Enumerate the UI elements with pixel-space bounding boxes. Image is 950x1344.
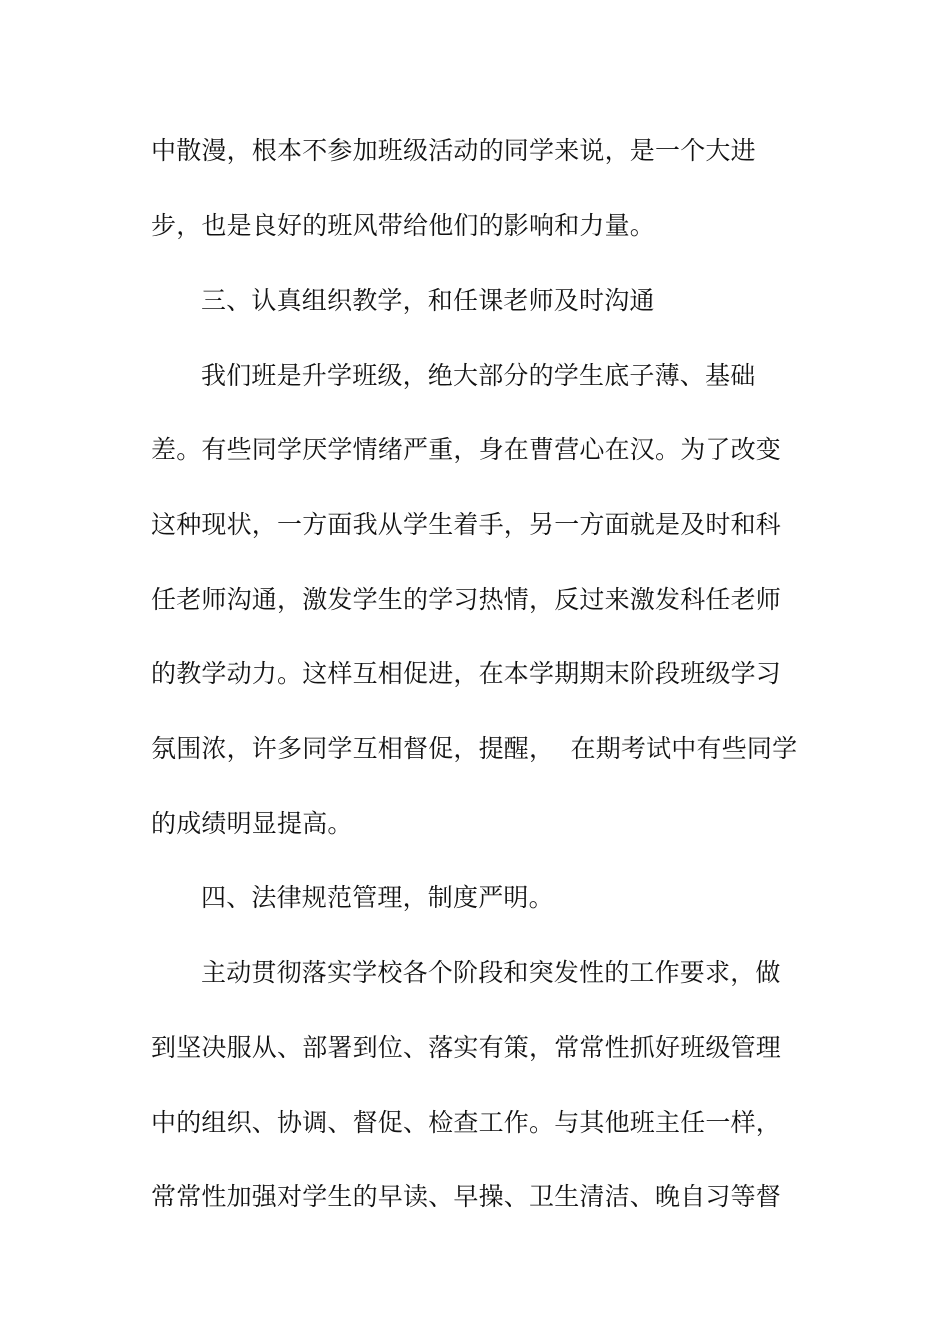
text-line: 常常性加强对学生的早读、早操、卫生清洁、晚自习等督 bbox=[151, 1182, 782, 1211]
paragraph-first-line: 主动贯彻落实学校各个阶段和突发性的工作要求，做 bbox=[201, 958, 781, 987]
text-line: 到坚决服从、部署到位、落实有策，常常性抓好班级管理 bbox=[151, 1033, 782, 1062]
section-heading: 三、认真组织教学，和任课老师及时沟通 bbox=[201, 286, 655, 315]
text-line: 中散漫，根本不参加班级活动的同学来说，是一个大进 bbox=[151, 136, 756, 165]
text-line: 中的组织、协调、督促、检查工作。与其他班主任一样， bbox=[151, 1108, 782, 1137]
section-heading: 四、法律规范管理，制度严明。 bbox=[201, 883, 554, 912]
text-line: 氛围浓，许多同学互相督促，提醒， 在期考试中有些同学 bbox=[151, 734, 798, 763]
text-line: 的教学动力。这样互相促进，在本学期期末阶段班级学习 bbox=[151, 659, 782, 688]
text-line: 步，也是良好的班风带给他们的影响和力量。 bbox=[151, 211, 656, 240]
paragraph-first-line: 我们班是升学班级，绝大部分的学生底子薄、基础 bbox=[201, 361, 756, 390]
text-line: 这种现状，一方面我从学生着手，另一方面就是及时和科 bbox=[151, 510, 782, 539]
text-line: 差。有些同学厌学情绪严重，身在曹营心在汉。为了改变 bbox=[151, 435, 782, 464]
text-line: 任老师沟通，激发学生的学习热情，反过来激发科任老师 bbox=[151, 585, 782, 614]
text-line: 的成绩明显提高。 bbox=[151, 809, 353, 838]
